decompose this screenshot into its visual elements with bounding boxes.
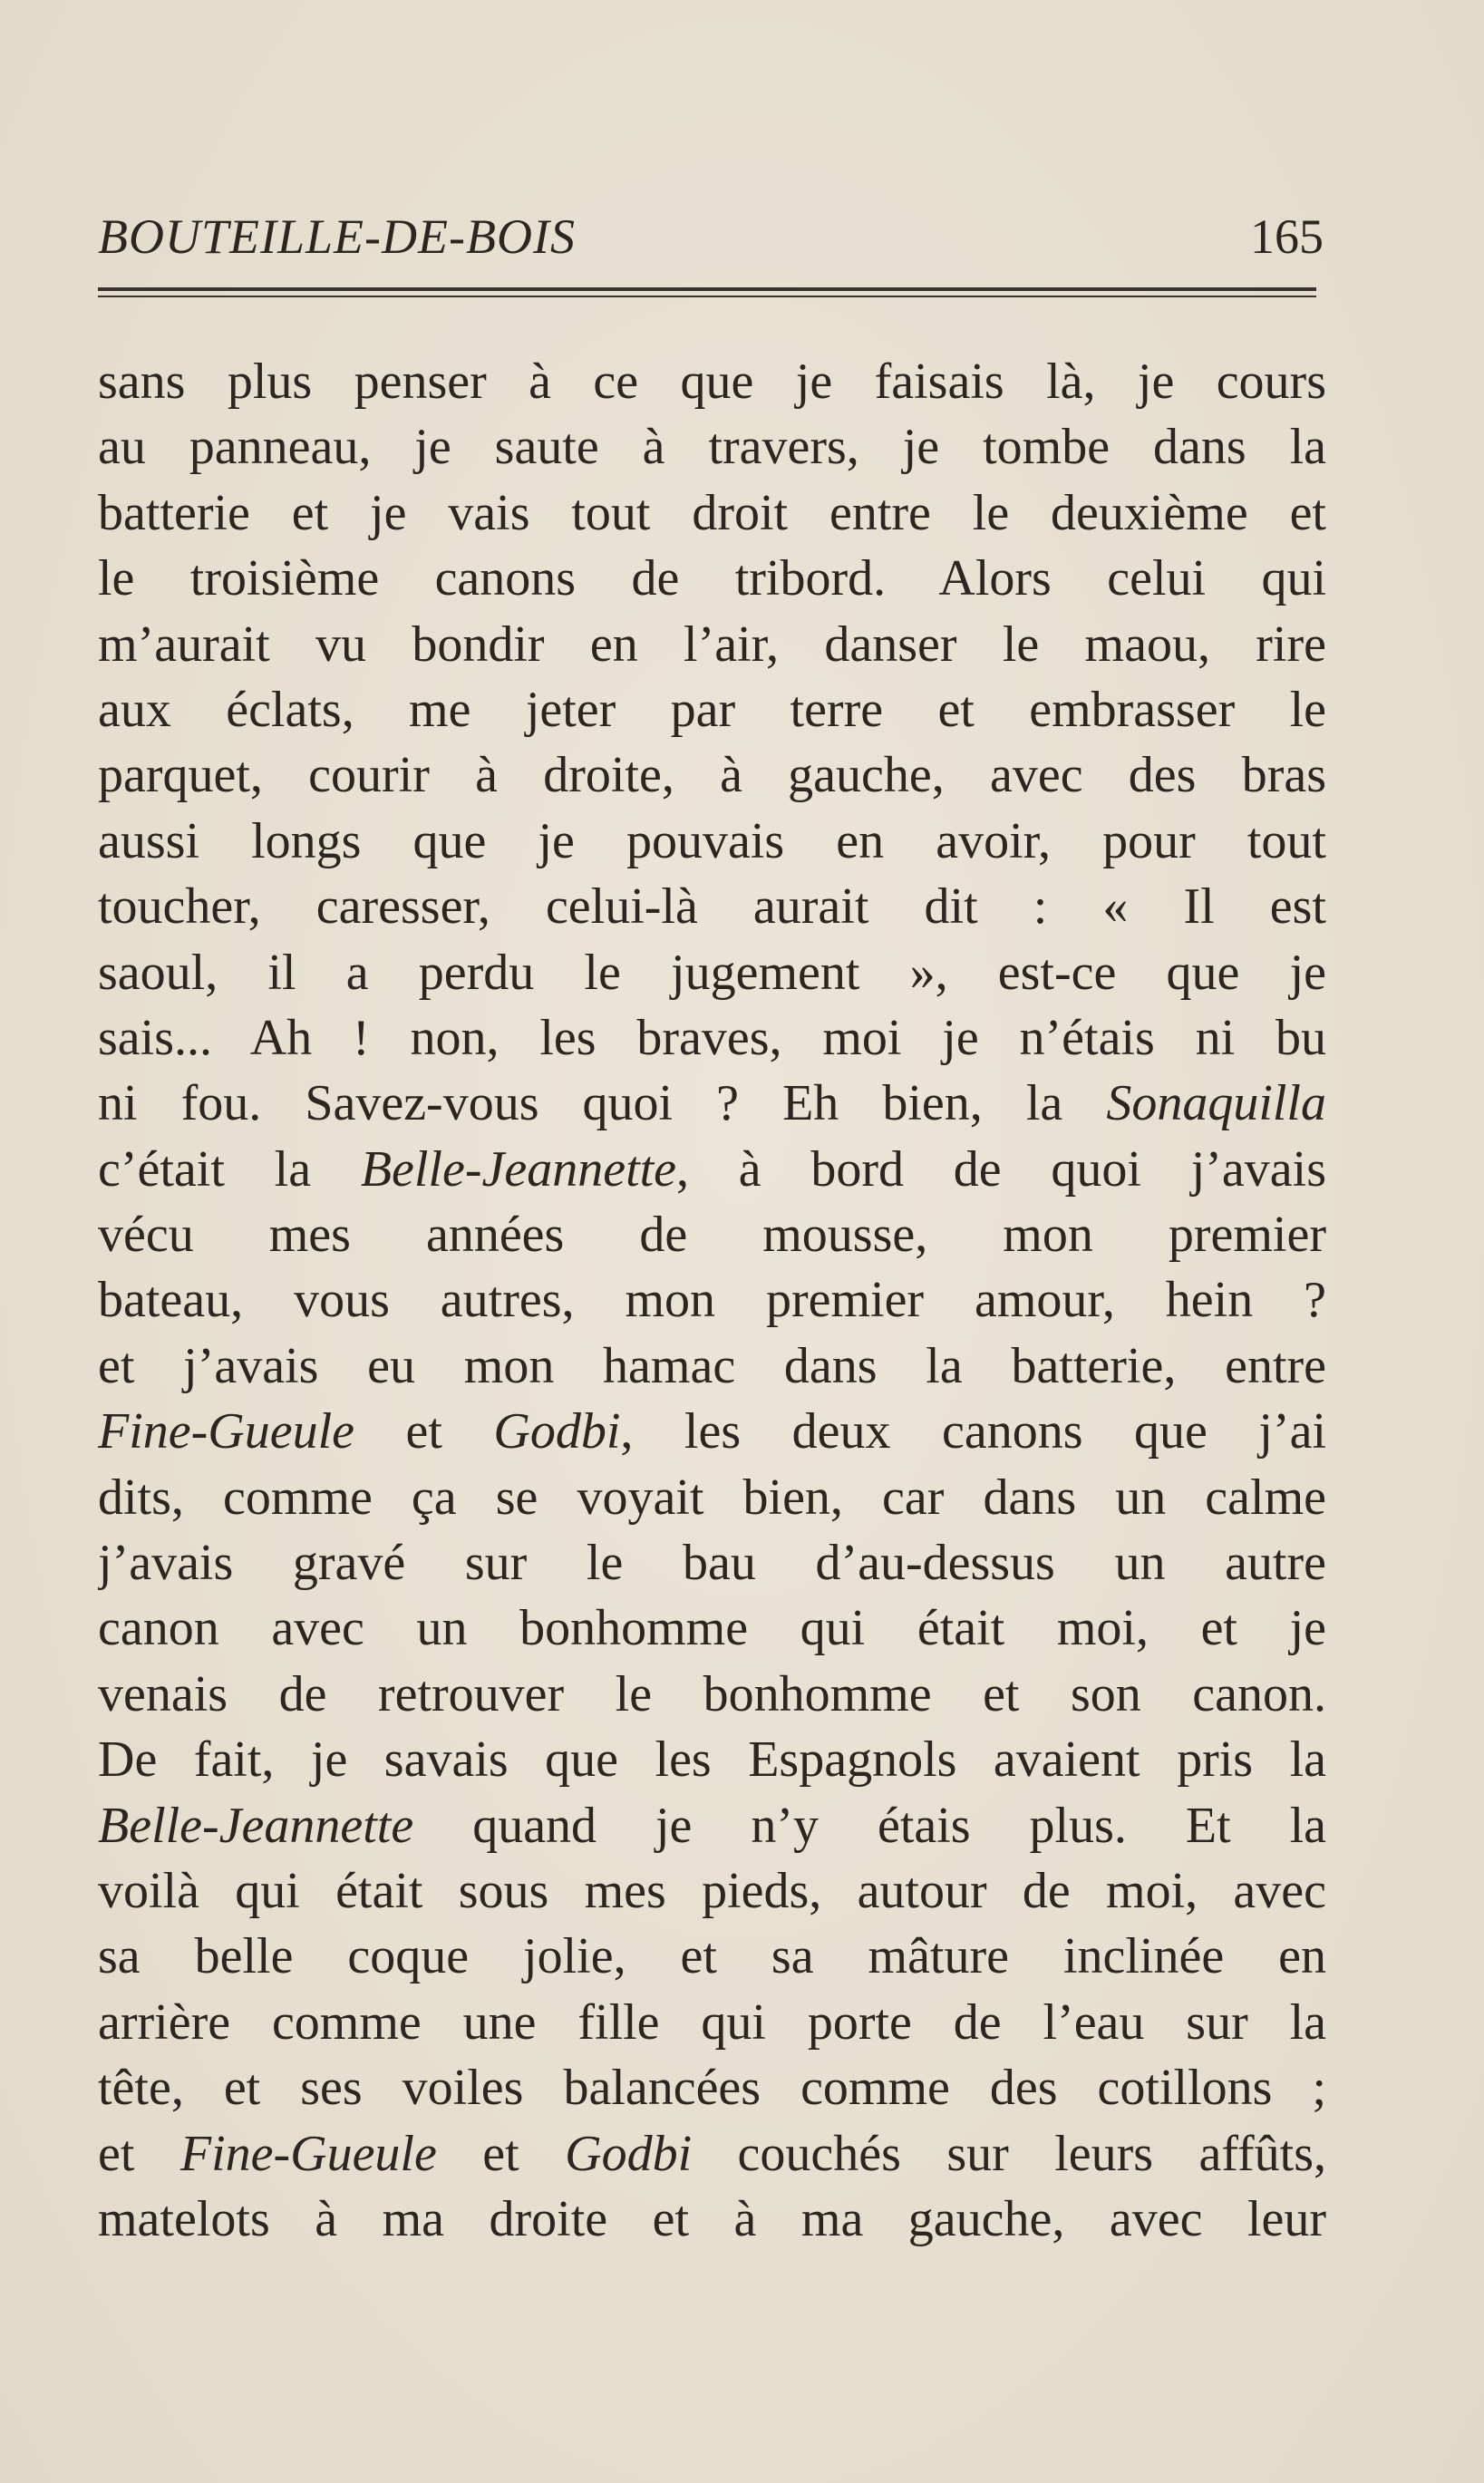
italic-name: Fine-Gueule [98,1403,354,1460]
text-segment: aux éclats, me jeter par terre et embrasser le [98,681,1326,738]
text-segment: j’avais gravé sur le bau d’au-dessus un autre [98,1535,1326,1592]
italic-name: Godbi [565,2125,693,2182]
text-line [98,2055,1326,2120]
text-segment: vécu mes années de mousse, mon premier [98,1207,1326,1264]
text-line [98,742,1326,808]
italic-name: Sonaquilla [1106,1075,1326,1132]
header-rule-thick [98,287,1316,291]
text-line [98,414,1326,480]
text-segment: le troisième canons de tribord. Alors celui qui [98,550,1326,607]
text-line [98,1465,1326,1530]
text-line [98,1137,1326,1202]
text-segment: matelots à ma droite et à ma gauche, avec leur [98,2190,1326,2247]
text-segment: De fait, je savais que les Espagnols avaient pris la [98,1731,1326,1789]
page-number: 165 [1250,209,1324,264]
text-segment: c’était la [98,1140,361,1198]
italic-name: Belle-Jeannette [360,1140,677,1198]
text-line [98,1530,1326,1596]
text-line [98,809,1326,874]
text-line [98,349,1326,414]
text-segment: voilà qui était sous mes pieds, autour de moi, avec [98,1862,1326,1919]
text-line [98,1071,1326,1136]
text-segment: couchés sur leurs affûts, [692,2125,1326,2182]
header-rule-thin [98,296,1316,297]
text-line [98,1334,1326,1399]
text-line [98,1005,1326,1071]
text-segment: sa belle coque jolie, et sa mâture inclinée en [98,1928,1326,1985]
text-line [98,677,1326,742]
text-line [98,1858,1326,1924]
text-segment: et [436,2125,566,2182]
text-line [98,612,1326,677]
text-line [98,1267,1326,1333]
text-segment: , les deux canons que j’ai [620,1403,1326,1460]
text-segment: et [98,2125,180,2182]
text-segment: saoul, il a perdu le jugement », est-ce que je [98,944,1326,1001]
text-segment: et [354,1403,494,1460]
italic-name: Fine-Gueule [179,2125,437,2182]
running-head [98,205,1324,268]
text-segment: m’aurait vu bondir en l’air, danser le maou, rire [98,616,1326,673]
text-line [98,1793,1326,1858]
text-line [98,874,1326,939]
text-segment: arrière comme une fille qui porte de l’eau sur la [98,1993,1326,2051]
text-segment: quand je n’y étais plus. Et la [413,1797,1326,1854]
italic-name: Belle-Jeannette [98,1797,414,1854]
text-segment: et j’avais eu mon hamac dans la batterie, entre [98,1337,1326,1394]
text-segment: au panneau, je saute à travers, je tombe dans la [98,419,1326,476]
text-segment: dits, comme ça se voyait bien, car dans un calme [98,1469,1326,1526]
text-line [98,1990,1326,2055]
running-title: BOUTEILLE-DE-BOIS [98,209,576,264]
text-line [98,1202,1326,1267]
text-segment: venais de retrouver le bonhomme et son canon. [98,1665,1326,1722]
text-line [98,2121,1326,2187]
text-line [98,1596,1326,1661]
text-line [98,2187,1326,2252]
text-line [98,1924,1326,1989]
text-segment: toucher, caresser, celui-là aurait dit : « Il est [98,878,1326,936]
text-segment: ni fou. Savez-vous quoi ? Eh bien, la [98,1075,1107,1132]
text-segment: tête, et ses voiles balancées comme des cotillons ; [98,2060,1326,2117]
text-segment: batterie et je vais tout droit entre le deuxième et [98,484,1326,541]
text-segment: sais... Ah ! non, les braves, moi je n’étais ni bu [98,1009,1326,1066]
text-line [98,480,1326,546]
text-line [98,940,1326,1005]
text-segment: sans plus penser à ce que je faisais là, je cours [98,354,1326,410]
text-line [98,1399,1326,1464]
text-segment: parquet, courir à droite, à gauche, avec des bras [98,747,1326,804]
text-line [98,546,1326,611]
text-line [98,1727,1326,1792]
text-line [98,1662,1326,1727]
text-segment: , à bord de quoi j’avais [676,1140,1326,1198]
body-text [98,349,1326,2252]
text-segment: aussi longs que je pouvais en avoir, pour tout [98,812,1326,869]
italic-name: Godbi [493,1403,621,1460]
text-segment: bateau, vous autres, mon premier amour, hein ? [98,1272,1326,1329]
text-segment: canon avec un bonhomme qui était moi, et je [98,1600,1326,1657]
